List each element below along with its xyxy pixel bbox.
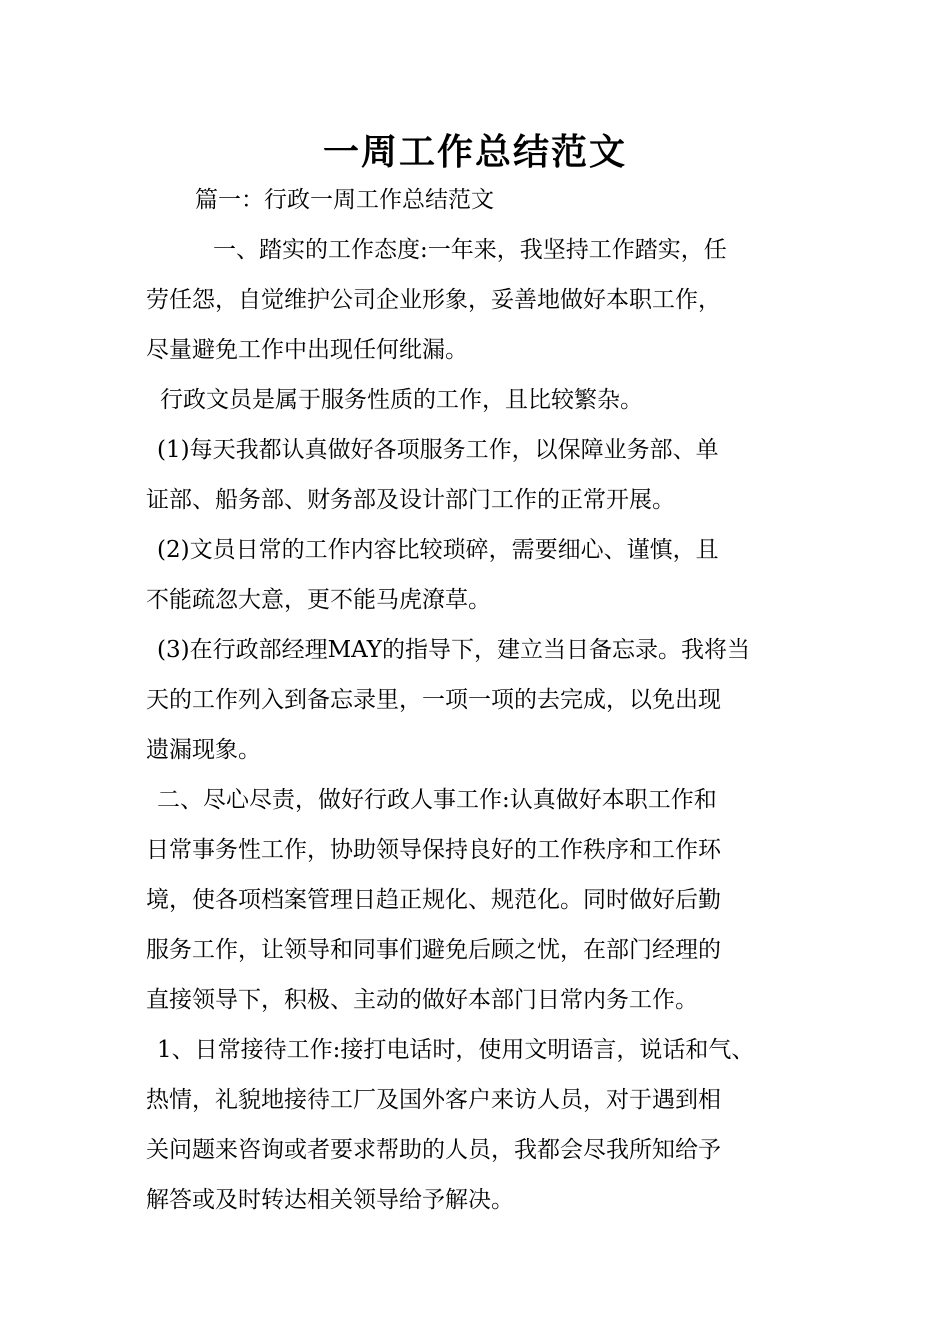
paragraph-line: 证部、船务部、财务部及设计部门工作的正常开展。 [146, 487, 675, 513]
paragraph-line: 天的工作列入到备忘录里，一项一项的去完成，以免出现 [146, 687, 721, 713]
document-body [146, 225, 826, 1225]
document-subtitle: 篇一：行政一周工作总结范文 [195, 187, 494, 213]
paragraph-line: 二、尽心尽责，做好行政人事工作:认真做好本职工作和 [157, 787, 717, 813]
paragraph-line: 遗漏现象。 [146, 737, 261, 763]
paragraph-line: 不能疏忽大意，更不能马虎潦草。 [146, 587, 491, 613]
paragraph-line: (1)每天我都认真做好各项服务工作，以保障业务部、单 [157, 437, 719, 463]
paragraph-line: 服务工作，让领导和同事们避免后顾之忧，在部门经理的 [146, 937, 721, 963]
paragraph-line: 关问题来咨询或者要求帮助的人员，我都会尽我所知给予 [146, 1137, 721, 1163]
document-title: 一周工作总结范文 [322, 131, 627, 173]
paragraph-line: (2)文员日常的工作内容比较琐碎，需要细心、谨慎，且 [157, 537, 719, 563]
paragraph-line: (3)在行政部经理MAY的指导下，建立当日备忘录。我将当 [157, 637, 750, 663]
paragraph-line: 日常事务性工作，协助领导保持良好的工作秩序和工作环 [146, 837, 721, 863]
paragraph-line: 直接领导下，积极、主动的做好本部门日常内务工作。 [146, 987, 698, 1013]
paragraph-line: 热情，礼貌地接待工厂及国外客户来访人员，对于遇到相 [146, 1087, 721, 1113]
paragraph-line: 1、日常接待工作:接打电话时，使用文明语言，说话和气、 [157, 1037, 755, 1063]
paragraph-line: 境，使各项档案管理日趋正规化、规范化。同时做好后勤 [146, 887, 721, 913]
paragraph-line: 行政文员是属于服务性质的工作，且比较繁杂。 [160, 387, 643, 413]
paragraph-line: 尽量避免工作中出现任何纰漏。 [146, 337, 468, 363]
paragraph-line: 一、踏实的工作态度:一年来，我坚持工作踏实，任 [213, 237, 727, 263]
paragraph-line: 劳任怨，自觉维护公司企业形象，妥善地做好本职工作， [146, 287, 721, 313]
paragraph-line: 解答或及时转达相关领导给予解决。 [146, 1187, 514, 1213]
